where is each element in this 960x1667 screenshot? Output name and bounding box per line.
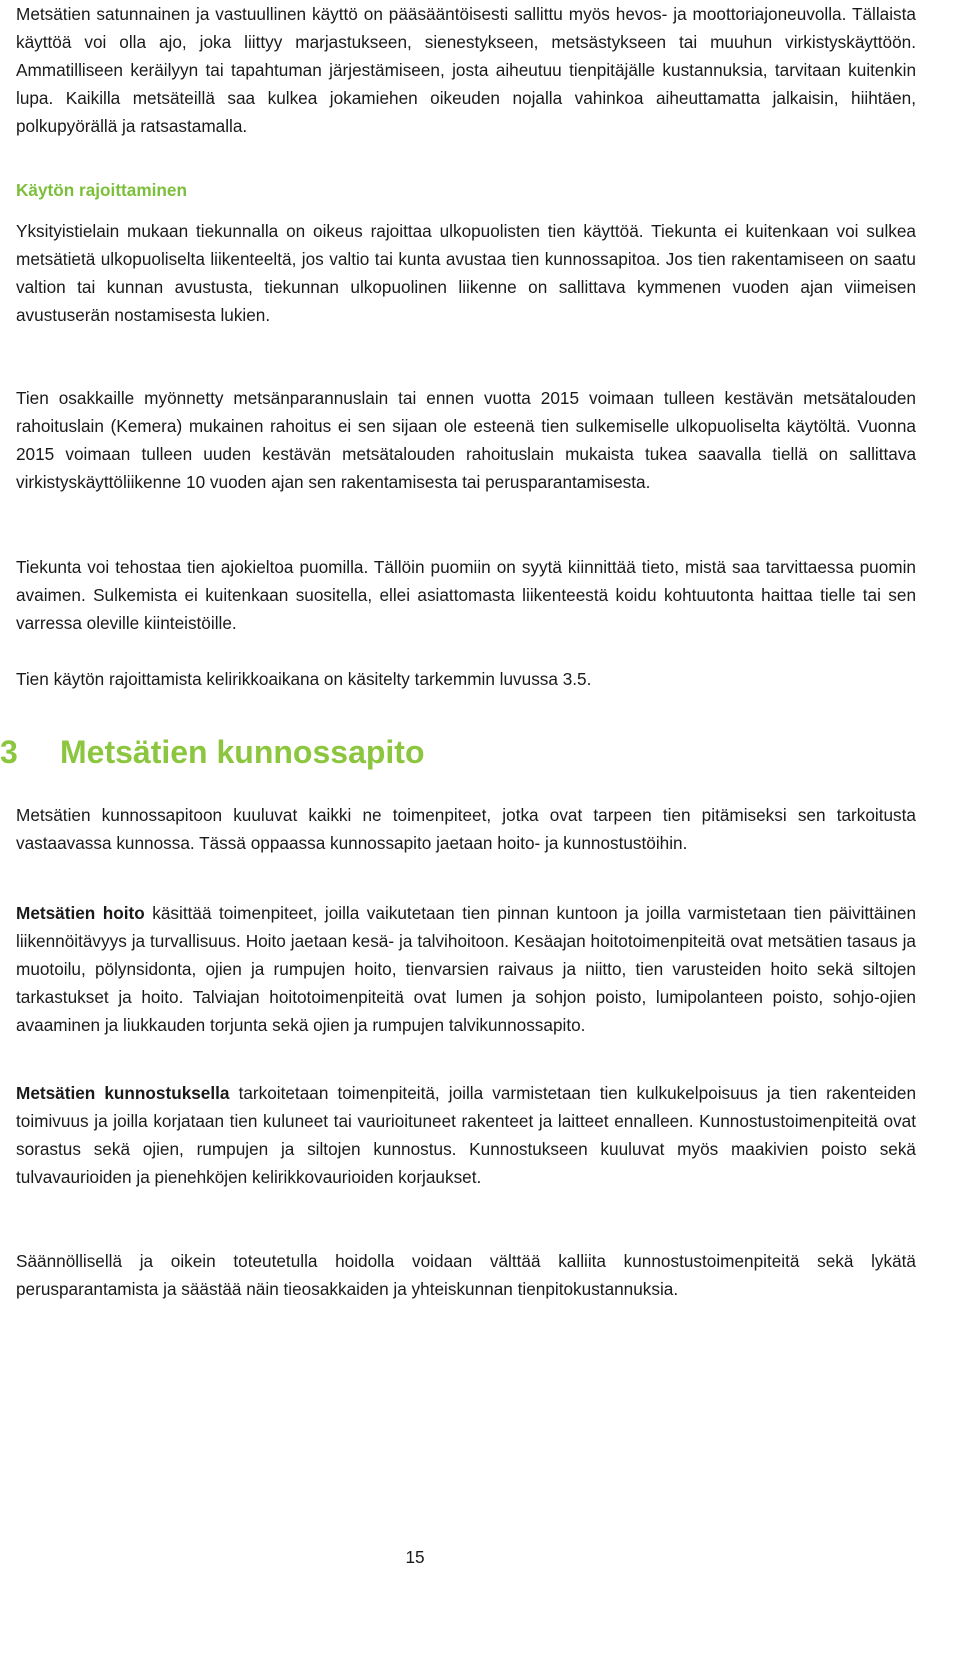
chapter-title: Metsätien kunnossapito — [60, 734, 425, 770]
section-heading-restrict: Käytön rajoittaminen — [16, 180, 187, 200]
page-number: 15 — [405, 1547, 425, 1567]
restrict-paragraph-2: Tien osakkaille myönnetty metsänparannuslain tai ennen vuotta 2015 voimaan tulleen kestävän metsätalouden rahoituslain (Kemera) mukainen rahoitus ei sen sijaan ole esteenä tien sulkemiselle ulkopuoliselta käytöltä. Vuonna 2015 voimaan tulleen uuden kestävän metsätalouden rahoituslain mukaista tukea saavalla tiellä on sallittava virkistyskäyttöliikenne 10 vuoden ajan sen rakentamisesta tai perusparantamisesta. — [16, 388, 916, 492]
kunnostus-paragraph — [16, 1079, 916, 1191]
chapter-intro-paragraph: Metsätien kunnossapitoon kuuluvat kaikki ne toimenpiteet, jotka ovat tarpeen tien pitämiseksi sen tarkoitusta vastaavassa kunnossa. Tässä oppaassa kunnossapito jaetaan hoito- ja kunnostustöihin. — [16, 805, 916, 853]
kunnostus-text: tarkoitetaan toimenpiteitä, joilla varmistetaan tien kulkukelpoisuus ja tien rakenteiden toimivuus ja joilla korjataan tien kuluneet tai vaurioituneet rakenteet ja laitteet ennalleen. Kunnostustoimenpiteitä ovat sorastus sekä ojien, rumpujen ja siltojen kunnostus. Kunnostukseen kuuluvat myös maakivien poisto sekä tulvavaurioiden ja pienehköjen kelirikkovaurioiden korjaukset. — [16, 1083, 917, 1187]
restrict-paragraph-4: Tien käytön rajoittamista kelirikkoaikana on käsitelty tarkemmin luvussa 3.5. — [16, 669, 592, 689]
kunnostus-lead: Metsätien kunnostuksella — [16, 1083, 230, 1103]
closing-paragraph: Säännöllisellä ja oikein toteutetulla hoidolla voidaan välttää kalliita kunnostustoimenpiteitä sekä lykätä perusparantamista ja säästää näin tieosakkaiden ja yhteiskunnan tienpitokustannuksia. — [16, 1251, 916, 1299]
chapter-number: 3 — [0, 734, 18, 770]
hoito-text: käsittää toimenpiteet, joilla vaikutetaan tien pinnan kuntoon ja joilla varmistetaan tien päivittäinen liikennöitävyys ja turvallisuus. Hoito jaetaan kesä- ja talvihoitoon. Kesäajan hoitotoimenpiteitä ovat metsätien tasaus ja muotoilu, pölynsidonta, ojien ja rumpujen hoito, tienvarsien raivaus ja niitto, tien varusteiden hoito sekä siltojen tarkastukset ja hoito. Talviajan hoitotoimenpiteitä ovat lumen ja sohjon poisto, lumipolanteen poisto, sohjo-ojien avaaminen ja liukkauden torjunta sekä ojien ja rumpujen talvikunnossapito. — [16, 903, 917, 1035]
hoito-paragraph — [16, 899, 916, 1039]
hoito-lead: Metsätien hoito — [16, 903, 145, 923]
restrict-paragraph-1: Yksityistielain mukaan tiekunnalla on oikeus rajoittaa ulkopuolisten tien käyttöä. Tiekunta ei kuitenkaan voi sulkea metsätietä ulkopuoliselta liikenteeltä, jos valtio tai kunta avustaa tien kunnossapitoa. Jos tien rakentamiseen on saatu valtion tai kunnan avustusta, tiekunnan ulkopuolinen liikenne on sallittava kymmenen vuoden ajan viimeisen avustuserän nostamisesta lukien. — [16, 221, 916, 325]
restrict-paragraph-3: Tiekunta voi tehostaa tien ajokieltoa puomilla. Tällöin puomiin on syytä kiinnittää tieto, mistä saa tarvittaessa puomin avaimen. Sulkemista ei kuitenkaan suositella, ellei asiattomasta liikenteestä koidu kohtuutonta haittaa tielle tai sen varressa oleville kiinteistöille. — [16, 557, 916, 633]
chapter-heading — [0, 730, 425, 774]
intro-paragraph: Metsätien satunnainen ja vastuullinen käyttö on pääsääntöisesti sallittu myös hevos- ja moottoriajoneuvolla. Tällaista käyttöä voi olla ajo, joka liittyy marjastukseen, sienestykseen, metsästykseen tai muuhun virkistyskäyttöön. Ammatilliseen keräilyyn tai tapahtuman järjestämiseen, josta aiheutuu tienpitäjälle kustannuksia, tarvitaan kuitenkin lupa. Kaikilla metsäteillä saa kulkea jokamiehen oikeuden nojalla vahinkoa aiheuttamatta jalkaisin, hiihtäen, polkupyörällä ja ratsastamalla. — [16, 4, 916, 136]
